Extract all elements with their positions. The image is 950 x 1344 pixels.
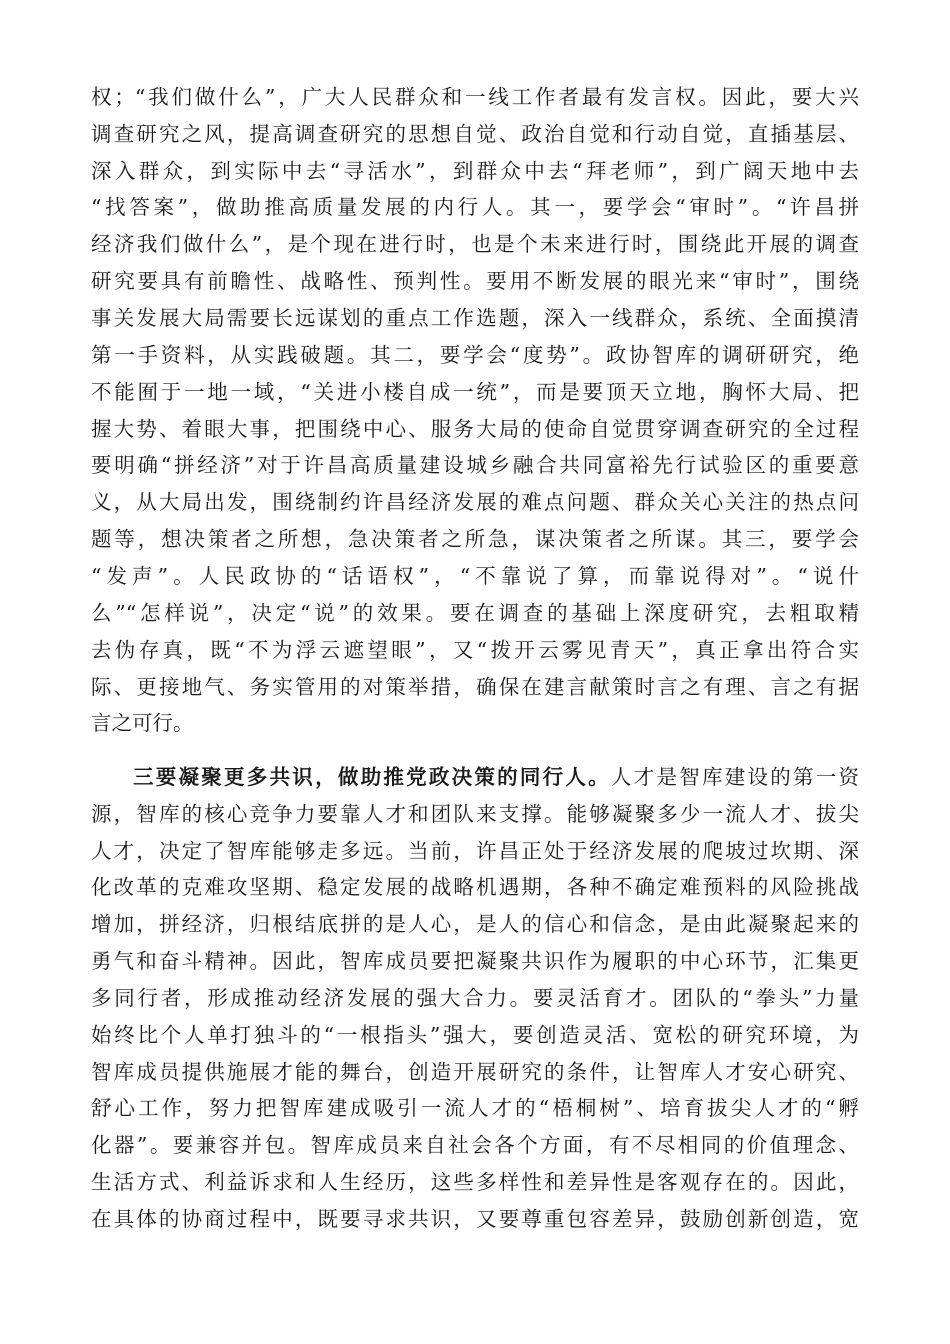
text-line: 要明确“拼经济”对于许昌高质量建设城乡融合共同富裕先行试验区的重要意 (91, 453, 859, 477)
text-line: 化器”。要兼容并包。智库成员来自社会各个方面，有不尽相同的价值理念、 (91, 1133, 859, 1157)
text-line: 深入群众，到实际中去“寻活水”，到群众中去“拜老师”，到广阔天地中去 (91, 159, 859, 183)
text-line: 舒心工作，努力把智库建成吸引一流人才的“梧桐树”、培育拔尖人才的“孵 (91, 1096, 859, 1120)
text-line: 不能囿于一地一域，“关进小楼自成一统”，而是要顶天立地，胸怀大局、把 (91, 380, 859, 404)
text-line: 勇气和奋斗精神。因此，智库成员要把凝聚共识作为履职的中心环节，汇集更 (91, 949, 859, 973)
text-line: 么”“怎样说”，决定“说”的效果。要在调查的基础上深度研究，去粗取精 (91, 601, 859, 625)
section-3-heading-continuation: 人才是智库建设的第一资 (610, 765, 859, 789)
text-line: “找答案”，做助推高质量发展的内行人。其一，要学会“审时”。“许昌拼 (91, 195, 859, 219)
text-line: 多同行者，形成推动经济发展的强大合力。要灵活育才。团队的“拳头”力量 (91, 986, 859, 1010)
text-line: 调查研究之风，提高调查研究的思想自觉、政治自觉和行动自觉，直插基层、 (91, 122, 859, 146)
section-3-first-line (133, 759, 859, 795)
text-line: 言之可行。 (91, 711, 194, 735)
text-line: 第一手资料，从实践破题。其二，要学会“度势”。政协智库的调研研究，绝 (91, 343, 859, 367)
text-line: 始终比个人单打独斗的“一根指头”强大，要创造灵活、宽松的研究环境，为 (91, 1023, 859, 1047)
section-3-heading: 三要凝聚更多共识，做助推党政决策的同行人。 (133, 765, 611, 789)
text-line: 增加，拼经济，归根结底拼的是人心，是人的信心和信念，是由此凝聚起来的 (91, 912, 859, 936)
text-line: 去伪存真，既“不为浮云遮望眼”，又“拨开云雾见青天”，真正拿出符合实 (91, 638, 859, 662)
text-line: 权；“我们做什么”，广大人民群众和一线工作者最有发言权。因此，要大兴 (91, 85, 859, 109)
text-line: 握大势、着眼大事，把围绕中心、服务大局的使命自觉贯穿调查研究的全过程 (91, 417, 859, 441)
text-line: 智库成员提供施展才能的舞台，创造开展研究的条件，让智库人才安心研究、 (91, 1060, 859, 1084)
text-line: 题等，想决策者之所想，急决策者之所急，谋决策者之所谋。其三，要学会 (91, 527, 859, 551)
text-line: 经济我们做什么”，是个现在进行时，也是个未来进行时，围绕此开展的调查 (91, 232, 859, 256)
text-line: 事关发展大局需要长远谋划的重点工作选题，深入一线群众，系统、全面摸清 (91, 306, 859, 330)
text-line: 化改革的克难攻坚期、稳定发展的战略机遇期，各种不确定难预料的风险挑战 (91, 875, 859, 899)
text-line: 人才，决定了智库能够走多远。当前，许昌正处于经济发展的爬坡过坎期、深 (91, 839, 859, 863)
text-line: 生活方式、利益诉求和人生经历，这些多样性和差异性是客观存在的。因此， (91, 1170, 859, 1194)
text-line: 源，智库的核心竞争力要靠人才和团队来支撑。能够凝聚多少一流人才、拔尖 (91, 802, 859, 826)
text-line: 义，从大局出发，围绕制约许昌经济发展的难点问题、群众关心关注的热点问 (91, 490, 859, 514)
text-line: 在具体的协商过程中，既要寻求共识，又要尊重包容差异，鼓励创新创造，宽 (91, 1207, 859, 1231)
text-line: 际、更接地气、务实管用的对策举措，确保在建言献策时言之有理、言之有据 (91, 675, 859, 699)
text-line: “发声”。人民政协的“话语权”，“不靠说了算，而靠说得对”。“说什 (91, 564, 859, 588)
text-line: 研究要具有前瞻性、战略性、预判性。要用不断发展的眼光来“审时”，围绕 (91, 269, 859, 293)
